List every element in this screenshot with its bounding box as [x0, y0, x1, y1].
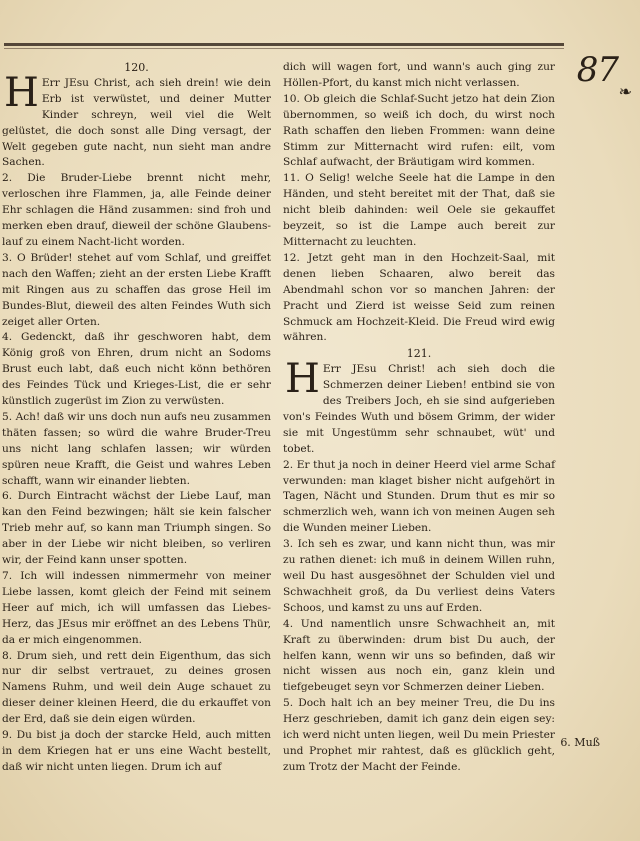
header-rule — [4, 43, 564, 46]
page-number: 87 — [576, 50, 618, 90]
verse: 2. Die Bruder-Liebe brennt nicht mehr, verloschen ihre Flammen, ja, alle Feinde deiner Ehr schlagen die Händ zusammen: sind froh und merken eben drauf, dieweil der schöne Glaubens-lauf zu einem Nacht-licht worden. — [2, 172, 271, 248]
drop-cap: H — [4, 69, 39, 116]
verse: 4. Gedenckt, daß ihr geschworen habt, dem König groß von Ehren, drum nicht an Sodoms Brust euch labt, daß euch nicht könn bethören des Feindes Tück und Krieges-List, die er sehr künstlich zugerüst im Zion zu verwüsten. — [2, 331, 271, 408]
verse: 9. Du bist ja doch der starcke Held, auch mitten in dem Kriegen hat er uns eine Wacht bestellt, daß wir nicht unten liegen. Drum ich auf — [2, 729, 271, 773]
ornament-icon: ❧ — [618, 82, 632, 101]
verse: 8. Drum sieh, und rett dein Eigenthum, das sich nur dir selbst vertrauet, zu deines grosen Namens Ruhm, und weil dein Auge schauet zu dieser deiner kleinen Heerd, die du erkauffet von der Erd, daß sie dein eigen würden. — [2, 649, 271, 726]
left-column — [2, 60, 271, 776]
verse: 10. Ob gleich die Schlaf-Sucht jetzo hat dein Zion übernommen, so weiß ich doch, du wirst noch Rath schaffen den lieben Frommen: wann deine Stimm zur Mitternacht wird rufen: eilt, vom Schlaf aufwacht, der Bräutigam wird kommen. — [283, 92, 555, 169]
verse: 7. Ich will indessen nimmermehr von meiner Liebe lassen, komt gleich der Feind mit seinem Heer auf mich, ich will umfassen das Liebes-Herz, das JEsus mir eröffnet an des Lebens Thür, da er mich eingenommen. — [2, 570, 271, 646]
verse: 2. Er thut ja noch in deiner Heerd viel arme Schaf verwunden: man klaget bisher nicht aufgehört in Tagen, Nächt und Stunden. Drum thut es mir so schmerzlich weh, wann ich von meinen Augen seh die Wunden meiner Lieben. — [283, 458, 555, 535]
verse: 3. O Brüder! stehet auf vom Schlaf, und greiffet nach den Waffen; zieht an der ersten Liebe Krafft mit Ringen aus zu schaffen das grose Heil im Bundes-Blut, dieweil des alten Feindes Wuth sich zeiget aller Orten. — [2, 251, 271, 328]
verse: 4. Und namentlich unsre Schwachheit an, mit Kraft zu überwinden: drum bist Du auch, der helfen kann, wenn wir uns so befinden, daß wir nicht wissen aus noch ein, ganz klein und tiefgebeuget seyn vor Schmerzen deiner Lieben. — [283, 617, 555, 694]
drop-cap: H — [285, 356, 320, 403]
verse: 11. O Selig! welche Seele hat die Lampe in den Händen, und steht bereitet mit der That, daß sie nicht bleib dahinden: weil Oele sie gekauffet beyzeit, so ist die Lampe auch bereit zur Mitternacht zu leuchten. — [283, 172, 555, 248]
right-column — [283, 60, 555, 776]
catchword: 6. Muß — [560, 736, 600, 749]
header-rule-thin — [4, 48, 564, 49]
verse: 6. Durch Eintracht wächst der Liebe Lauf, man kan den Feind bezwingen; hält sie kein falscher Trieb mehr auf, so kann man Triumph singen. So aber in der Liebe wir nicht bleiben, so verliren wir, der Feind kann unser spotten. — [2, 490, 271, 567]
verse: 12. Jetzt geht man in den Hochzeit-Saal, mit denen lieben Schaaren, alwo bereit das Abendmahl schon vor so manchen Jahren: der Pracht und Zierd ist weisse Seid zum reinen Schmuck am Hochzeit-Kleid. Die Freud wird ewig währen. — [283, 251, 555, 344]
hymn-number: 121. — [406, 347, 432, 361]
verse: Err JEsu Christ! ach sieh doch die Schmerzen deiner Lieben! entbind sie von des Treibers Joch, eh sie sind aufgerieben von's Feindes Wuth und bösem Grimm, der wider sie mit Ungestümm sehr schnaubet, wüt' und tobet. — [283, 363, 555, 455]
verse: 3. Ich seh es zwar, und kann nicht thun, was mir zu rathen dienet: ich muß in deinem Willen ruhn, weil Du hast ausgesöhnet der Schulden viel und Schwachheit groß, da Du verliest deins Vaters Schoos, und kamst zu uns auf Erden. — [283, 538, 555, 614]
verse: 5. Ach! daß wir uns doch nun aufs neu zusammen thäten fassen; so würd die wahre Bruder-Treu uns nicht lang schlafen lassen; wir würden spüren neue Krafft, die Geist und wahres Leben schafft, wann wir einander liebten. — [2, 410, 271, 487]
continuation-text: dich will wagen fort, und wann's auch ging zur Höllen-Pfort, du kanst mich nicht verlassen. — [283, 61, 555, 89]
verse: Err JEsu Christ, ach sieh drein! wie dein Erb ist verwüstet, und deiner Mutter Kinder schreyn, weil viel die Welt gelüstet, die doch sonst alle Ding versagt, der Welt gegeben gute nacht, nun sieht man andre Sachen. — [2, 76, 271, 169]
verse: 5. Doch halt ich an bey meiner Treu, die Du ins Herz geschrieben, damit ich ganz dein eigen sey: ich werd nicht unten liegen, weil Du mein Priester und Prophet mir rahtest, daß es glücklich geht, zum Trotz der Macht der Feinde. — [283, 697, 555, 773]
hymn-number: 120. — [124, 61, 149, 74]
